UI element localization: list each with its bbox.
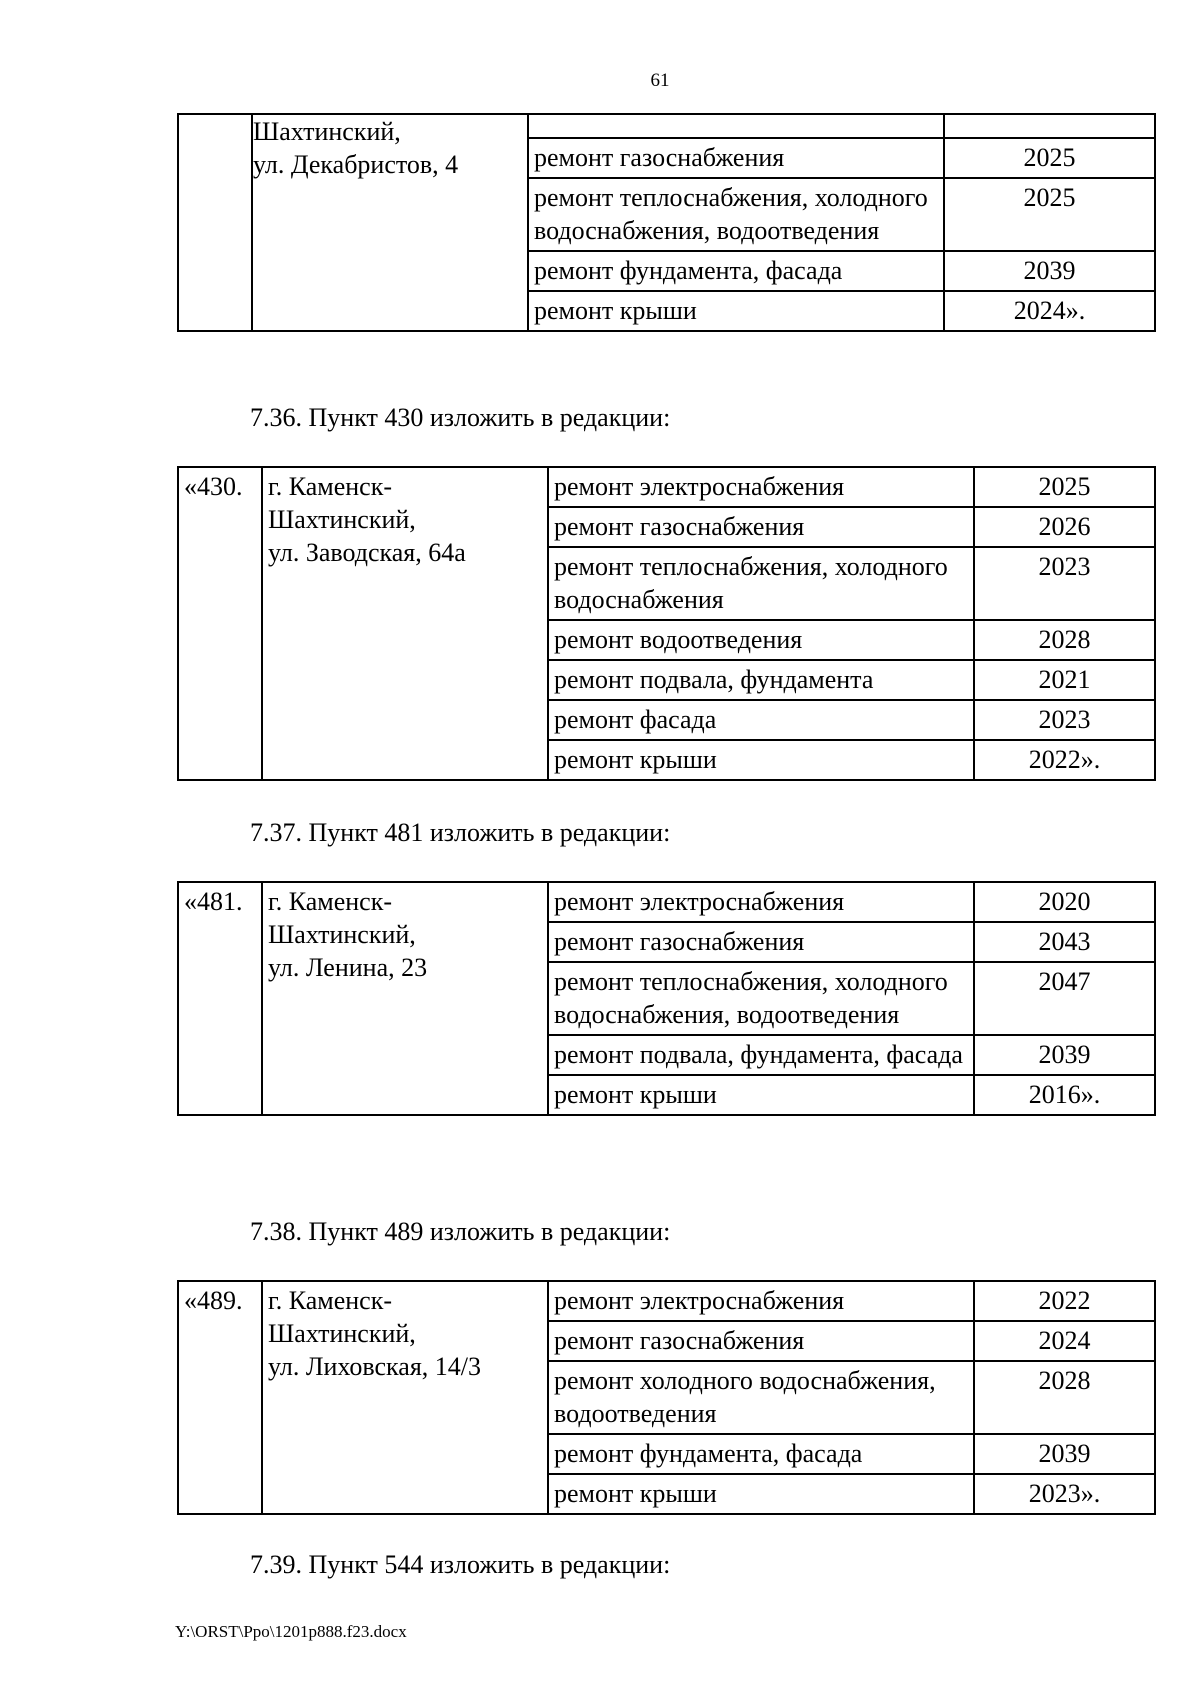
work-cell: ремонт теплоснабжения, холодного водоснабжения, водоотведения	[548, 962, 974, 1035]
repair-table-481	[177, 881, 1156, 1116]
address-line: ул. Декабристов, 4	[253, 150, 459, 179]
amendment-heading: 7.36. Пункт 430 изложить в редакции:	[250, 403, 671, 432]
year-cell: 2028	[974, 620, 1155, 660]
repair-table-continuation	[177, 113, 1156, 332]
amendment-heading: 7.38. Пункт 489 изложить в редакции:	[250, 1217, 671, 1246]
work-cell: ремонт электроснабжения	[548, 1281, 974, 1321]
work-cell: ремонт крыши	[528, 291, 944, 331]
work-cell: ремонт фасада	[548, 700, 974, 740]
year-cell: 2025	[974, 467, 1155, 507]
address-line: г. Каменск-	[268, 887, 393, 916]
address-line: г. Каменск-	[268, 1286, 393, 1315]
work-cell: ремонт теплоснабжения, холодного водоснабжения, водоотведения	[528, 178, 944, 251]
year-cell: 2028	[974, 1361, 1155, 1434]
address-line: Шахтинский,	[253, 117, 401, 146]
year-cell: 2021	[974, 660, 1155, 700]
work-cell: ремонт электроснабжения	[548, 882, 974, 922]
year-cell: 2023».	[974, 1474, 1155, 1514]
address-line: ул. Ленина, 23	[268, 953, 428, 982]
year-cell: 2024	[974, 1321, 1155, 1361]
year-cell: 2025	[944, 138, 1155, 178]
amendment-heading: 7.37. Пункт 481 изложить в редакции:	[250, 818, 671, 847]
address-line: Шахтинский,	[268, 920, 416, 949]
address-cell	[262, 1281, 548, 1514]
work-cell: ремонт водоотведения	[548, 620, 974, 660]
work-cell: ремонт газоснабжения	[528, 138, 944, 178]
year-cell: 2016».	[974, 1075, 1155, 1115]
work-cell	[528, 114, 944, 138]
work-cell: ремонт подвала, фундамента, фасада	[548, 1035, 974, 1075]
year-cell: 2039	[974, 1434, 1155, 1474]
page-number: 61	[650, 70, 670, 91]
repair-table-489	[177, 1280, 1156, 1515]
work-cell: ремонт электроснабжения	[548, 467, 974, 507]
year-cell: 2022	[974, 1281, 1155, 1321]
item-number	[178, 114, 252, 331]
year-cell: 2047	[974, 962, 1155, 1035]
address-cell	[262, 882, 548, 1115]
year-cell: 2022».	[974, 740, 1155, 780]
year-cell: 2024».	[944, 291, 1155, 331]
year-cell: 2023	[974, 547, 1155, 620]
item-number: «489.	[178, 1281, 262, 1514]
amendment-heading: 7.39. Пункт 544 изложить в редакции:	[250, 1550, 671, 1579]
address-line: Шахтинский,	[268, 1319, 416, 1348]
address-line: ул. Заводская, 64а	[268, 538, 466, 567]
year-cell: 2039	[944, 251, 1155, 291]
work-cell: ремонт газоснабжения	[548, 1321, 974, 1361]
year-cell: 2025	[944, 178, 1155, 251]
work-cell: ремонт крыши	[548, 740, 974, 780]
year-cell: 2043	[974, 922, 1155, 962]
work-cell: ремонт фундамента, фасада	[548, 1434, 974, 1474]
repair-table-430	[177, 466, 1156, 781]
work-cell: ремонт фундамента, фасада	[528, 251, 944, 291]
address-line: г. Каменск-	[268, 472, 393, 501]
year-cell: 2039	[974, 1035, 1155, 1075]
address-cell	[262, 467, 548, 780]
item-number: «430.	[178, 467, 262, 780]
year-cell: 2023	[974, 700, 1155, 740]
address-cell	[252, 114, 528, 331]
file-path-footer: Y:\ORST\Ppo\1201p888.f23.docx	[175, 1622, 407, 1641]
year-cell: 2026	[974, 507, 1155, 547]
work-cell: ремонт крыши	[548, 1474, 974, 1514]
year-cell	[944, 114, 1155, 138]
year-cell: 2020	[974, 882, 1155, 922]
item-number: «481.	[178, 882, 262, 1115]
work-cell: ремонт газоснабжения	[548, 507, 974, 547]
work-cell: ремонт холодного водоснабжения, водоотведения	[548, 1361, 974, 1434]
work-cell: ремонт теплоснабжения, холодного водоснабжения	[548, 547, 974, 620]
work-cell: ремонт крыши	[548, 1075, 974, 1115]
address-line: ул. Лиховская, 14/3	[268, 1352, 482, 1381]
work-cell: ремонт подвала, фундамента	[548, 660, 974, 700]
address-line: Шахтинский,	[268, 505, 416, 534]
work-cell: ремонт газоснабжения	[548, 922, 974, 962]
